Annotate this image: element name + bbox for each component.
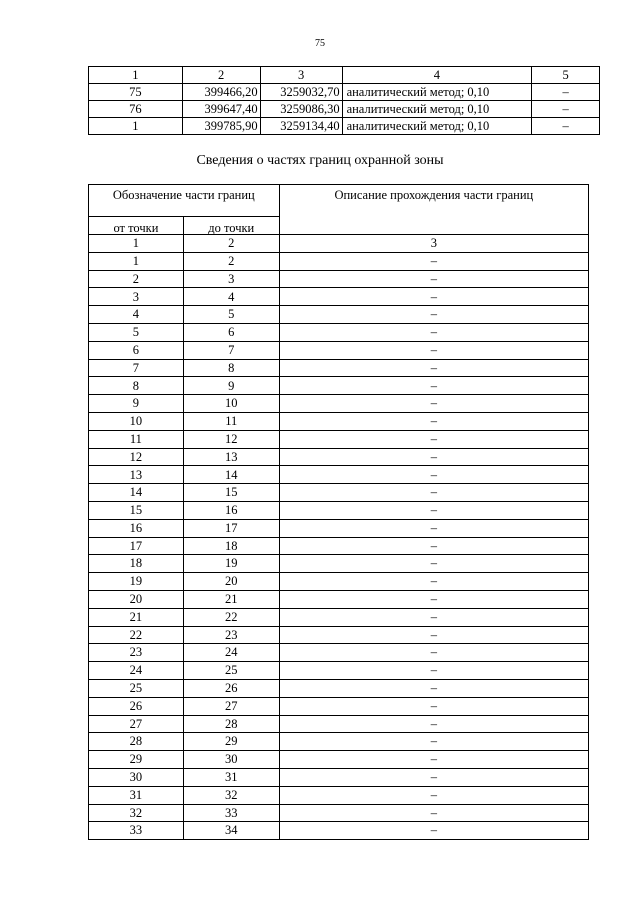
from-point-cell: 32: [89, 804, 184, 822]
from-point-cell: 33: [89, 822, 184, 840]
to-point-cell: 30: [183, 751, 279, 769]
point-number-cell: 75: [89, 84, 183, 101]
table-row: [89, 715, 589, 733]
to-point-cell: 33: [183, 804, 279, 822]
from-point-cell: 8: [89, 377, 184, 395]
description-cell: –: [279, 697, 588, 715]
table-row: [89, 519, 589, 537]
table-row: [89, 626, 589, 644]
table-row: [89, 679, 589, 697]
parts-header-row: [89, 185, 589, 217]
description-cell: –: [279, 430, 588, 448]
description-cell: –: [279, 448, 588, 466]
description-cell: –: [279, 768, 588, 786]
from-point-cell: 21: [89, 608, 184, 626]
to-point-cell: 22: [183, 608, 279, 626]
from-point-cell: 28: [89, 733, 184, 751]
description-cell: –: [279, 555, 588, 573]
description-cell: –: [279, 466, 588, 484]
y-coordinate-cell: 3259032,70: [260, 84, 342, 101]
from-point-cell: 14: [89, 484, 184, 502]
to-point-cell: 9: [183, 377, 279, 395]
to-point-cell: 32: [183, 786, 279, 804]
column-number-cell: 3: [279, 235, 588, 253]
from-point-cell: 6: [89, 341, 184, 359]
table-row: [89, 323, 589, 341]
table-row: [89, 501, 589, 519]
from-point-cell: 20: [89, 590, 184, 608]
to-point-cell: 15: [183, 484, 279, 502]
description-cell: –: [279, 377, 588, 395]
to-point-cell: 13: [183, 448, 279, 466]
to-point-cell: 25: [183, 662, 279, 680]
from-point-cell: 23: [89, 644, 184, 662]
to-point-cell: 16: [183, 501, 279, 519]
description-cell: –: [279, 786, 588, 804]
table-row: [89, 537, 589, 555]
description-cell: –: [279, 822, 588, 840]
description-cell: –: [279, 501, 588, 519]
description-cell: –: [279, 590, 588, 608]
table-row: [89, 733, 589, 751]
section-title: Сведения о частях границ охранной зоны: [196, 153, 444, 168]
description-cell: –: [279, 537, 588, 555]
coordinates-header-cell: 5: [532, 67, 600, 84]
x-coordinate-cell: 399785,90: [182, 118, 260, 135]
from-point-cell: 26: [89, 697, 184, 715]
from-point-cell: 5: [89, 323, 184, 341]
table-row: [89, 377, 589, 395]
to-point-cell: 31: [183, 768, 279, 786]
description-cell: –: [279, 644, 588, 662]
coordinates-header-row: [89, 67, 600, 84]
from-point-cell: 27: [89, 715, 184, 733]
from-point-cell: 3: [89, 288, 184, 306]
table-row: [89, 341, 589, 359]
description-cell: –: [279, 804, 588, 822]
from-point-cell: 24: [89, 662, 184, 680]
table-row: [89, 590, 589, 608]
table-row: [89, 430, 589, 448]
coordinates-header-cell: 3: [260, 67, 342, 84]
from-point-header: от точки: [89, 217, 184, 235]
to-point-cell: 2: [183, 252, 279, 270]
column-numbering-row: [89, 235, 589, 253]
from-point-cell: 31: [89, 786, 184, 804]
to-point-cell: 11: [183, 412, 279, 430]
table-row: [89, 412, 589, 430]
from-point-cell: 10: [89, 412, 184, 430]
description-cell: –: [279, 751, 588, 769]
to-point-cell: 34: [183, 822, 279, 840]
to-point-cell: 27: [183, 697, 279, 715]
table-row: [89, 101, 600, 118]
table-row: [89, 466, 589, 484]
table-row: [89, 270, 589, 288]
description-cell: –: [532, 101, 600, 118]
from-point-cell: 22: [89, 626, 184, 644]
table-row: [89, 84, 600, 101]
table-row: [89, 751, 589, 769]
to-point-cell: 20: [183, 573, 279, 591]
description-cell: –: [279, 306, 588, 324]
description-cell: –: [279, 412, 588, 430]
parts-subheader-row: [89, 217, 589, 235]
from-point-cell: 12: [89, 448, 184, 466]
to-point-cell: 17: [183, 519, 279, 537]
description-cell: –: [279, 608, 588, 626]
from-point-cell: 7: [89, 359, 184, 377]
table-row: [89, 118, 600, 135]
description-cell: –: [279, 395, 588, 413]
description-cell: –: [279, 573, 588, 591]
coordinates-header-cell: 2: [182, 67, 260, 84]
table-row: [89, 644, 589, 662]
from-point-cell: 29: [89, 751, 184, 769]
table-row: [89, 252, 589, 270]
from-point-cell: 17: [89, 537, 184, 555]
from-point-cell: 16: [89, 519, 184, 537]
from-point-cell: 1: [89, 252, 184, 270]
method-cell: аналитический метод; 0,10: [342, 118, 532, 135]
column-number-cell: 1: [89, 235, 184, 253]
table-row: [89, 804, 589, 822]
method-cell: аналитический метод; 0,10: [342, 84, 532, 101]
to-point-cell: 6: [183, 323, 279, 341]
method-cell: аналитический метод; 0,10: [342, 101, 532, 118]
to-point-cell: 26: [183, 679, 279, 697]
to-point-header: до точки: [183, 217, 279, 235]
to-point-cell: 8: [183, 359, 279, 377]
description-cell: –: [279, 288, 588, 306]
table-row: [89, 573, 589, 591]
from-point-cell: 30: [89, 768, 184, 786]
description-cell: –: [532, 118, 600, 135]
table-row: [89, 306, 589, 324]
to-point-cell: 28: [183, 715, 279, 733]
part-description-header: Описание прохождения части границ: [279, 185, 588, 217]
description-cell: –: [279, 359, 588, 377]
to-point-cell: 5: [183, 306, 279, 324]
y-coordinate-cell: 3259134,40: [260, 118, 342, 135]
description-cell: –: [279, 341, 588, 359]
to-point-cell: 14: [183, 466, 279, 484]
table-row: [89, 555, 589, 573]
to-point-cell: 29: [183, 733, 279, 751]
point-number-cell: 1: [89, 118, 183, 135]
table-row: [89, 608, 589, 626]
from-point-cell: 11: [89, 430, 184, 448]
from-point-cell: 13: [89, 466, 184, 484]
from-point-cell: 15: [89, 501, 184, 519]
to-point-cell: 19: [183, 555, 279, 573]
description-cell: –: [279, 715, 588, 733]
description-cell: –: [279, 252, 588, 270]
table-row: [89, 786, 589, 804]
description-header-continuation: [279, 217, 588, 235]
x-coordinate-cell: 399647,40: [182, 101, 260, 118]
description-cell: –: [279, 519, 588, 537]
column-number-cell: 2: [183, 235, 279, 253]
to-point-cell: 21: [183, 590, 279, 608]
from-point-cell: 2: [89, 270, 184, 288]
point-number-cell: 76: [89, 101, 183, 118]
table-row: [89, 484, 589, 502]
description-cell: –: [532, 84, 600, 101]
coordinates-header-cell: 4: [342, 67, 532, 84]
from-point-cell: 4: [89, 306, 184, 324]
to-point-cell: 3: [183, 270, 279, 288]
to-point-cell: 12: [183, 430, 279, 448]
coordinates-header-cell: 1: [89, 67, 183, 84]
table-row: [89, 359, 589, 377]
y-coordinate-cell: 3259086,30: [260, 101, 342, 118]
page-number: 75: [315, 38, 325, 49]
description-cell: –: [279, 626, 588, 644]
table-row: [89, 662, 589, 680]
to-point-cell: 10: [183, 395, 279, 413]
table-row: [89, 288, 589, 306]
table-row: [89, 395, 589, 413]
to-point-cell: 24: [183, 644, 279, 662]
part-designation-header: Обозначение части границ: [89, 185, 280, 217]
to-point-cell: 18: [183, 537, 279, 555]
table-row: [89, 448, 589, 466]
to-point-cell: 23: [183, 626, 279, 644]
table-row: [89, 822, 589, 840]
from-point-cell: 25: [89, 679, 184, 697]
description-cell: –: [279, 733, 588, 751]
from-point-cell: 18: [89, 555, 184, 573]
from-point-cell: 9: [89, 395, 184, 413]
x-coordinate-cell: 399466,20: [182, 84, 260, 101]
description-cell: –: [279, 662, 588, 680]
to-point-cell: 7: [183, 341, 279, 359]
table-row: [89, 697, 589, 715]
from-point-cell: 19: [89, 573, 184, 591]
to-point-cell: 4: [183, 288, 279, 306]
coordinates-table: [88, 66, 600, 135]
description-cell: –: [279, 484, 588, 502]
description-cell: –: [279, 323, 588, 341]
description-cell: –: [279, 679, 588, 697]
boundary-parts-table: [88, 184, 589, 840]
table-row: [89, 768, 589, 786]
description-cell: –: [279, 270, 588, 288]
